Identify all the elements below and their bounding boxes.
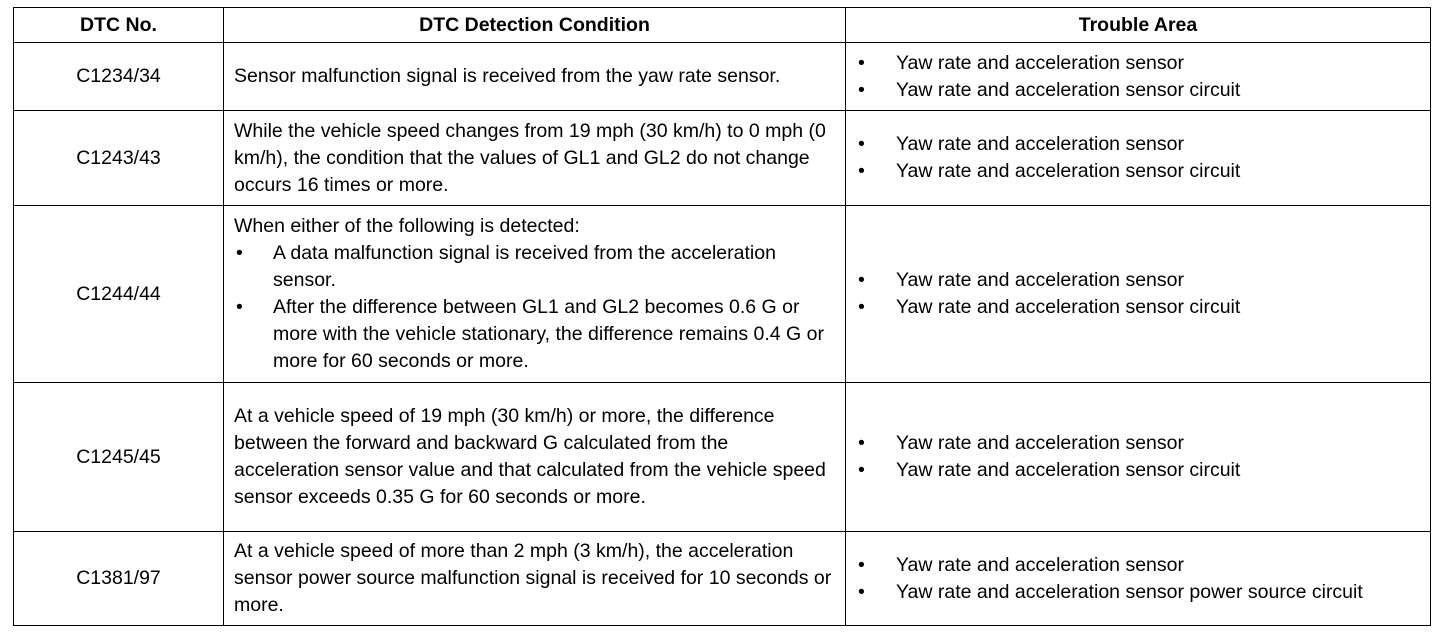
bullet-icon: •	[858, 160, 865, 182]
trouble-area-text: Yaw rate and acceleration sensor circuit	[896, 78, 1241, 101]
header-row	[14, 8, 1431, 43]
trouble-area	[846, 206, 1431, 383]
header-trouble-area: Trouble Area	[846, 8, 1431, 43]
trouble-area-text: Yaw rate and acceleration sensor	[896, 553, 1184, 576]
trouble-area-text: Yaw rate and acceleration sensor	[896, 133, 1184, 155]
dtc-number: C1381/97	[14, 532, 224, 626]
trouble-area-item	[855, 430, 1420, 457]
detection-condition	[224, 43, 846, 111]
table-row	[14, 383, 1431, 532]
dtc-number: C1244/44	[14, 206, 224, 383]
trouble-area-text: Yaw rate and acceleration sensor	[896, 269, 1184, 291]
table-body	[14, 43, 1431, 626]
table-row	[14, 43, 1431, 111]
trouble-area	[846, 111, 1431, 206]
table-row	[14, 532, 1431, 626]
condition-text: At a vehicle speed of 19 mph (30 km/h) or more, the difference between the forward and backward G calculated from the acceleration sensor value and that calculated from the vehicle speed sensor exceeds 0.35 G for 60 seconds or more.	[234, 405, 826, 508]
trouble-area-item	[855, 267, 1420, 294]
trouble-area-text: Yaw rate and acceleration sensor power source circuit	[896, 580, 1363, 603]
trouble-area-item	[855, 294, 1420, 321]
trouble-area-item	[855, 131, 1420, 158]
condition-text: While the vehicle speed changes from 19 mph (30 km/h) to 0 mph (0 km/h), the condition that the values of GL1 and GL2 do not change occurs 16 times or more.	[234, 119, 826, 196]
bullet-icon: •	[858, 580, 865, 603]
trouble-area-text: Yaw rate and acceleration sensor circuit	[896, 296, 1241, 318]
trouble-area-list	[855, 552, 1420, 606]
bullet-icon: •	[858, 133, 865, 155]
trouble-area-list	[855, 131, 1420, 185]
table-header	[14, 8, 1431, 43]
trouble-area	[846, 383, 1431, 532]
dtc-number: C1234/34	[14, 43, 224, 111]
dtc-number: C1243/43	[14, 111, 224, 206]
bullet-icon: •	[858, 459, 865, 481]
trouble-area	[846, 532, 1431, 626]
condition-item	[234, 294, 835, 375]
condition-item-text: After the difference between GL1 and GL2 becomes 0.6 G or more with the vehicle stationary, the difference remains 0.4 G or more for 60 seconds or more.	[273, 296, 824, 372]
table-row	[14, 111, 1431, 206]
trouble-area-list	[855, 50, 1420, 104]
trouble-area	[846, 43, 1431, 111]
trouble-area-text: Yaw rate and acceleration sensor	[896, 432, 1184, 454]
trouble-area-text: Yaw rate and acceleration sensor	[896, 51, 1184, 74]
bullet-icon: •	[236, 296, 243, 318]
bullet-icon: •	[858, 296, 865, 318]
trouble-area-text: Yaw rate and acceleration sensor circuit	[896, 459, 1241, 481]
table-row	[14, 206, 1431, 383]
bullet-icon: •	[236, 242, 243, 264]
trouble-area-item	[855, 77, 1420, 104]
bullet-icon: •	[858, 269, 865, 291]
dtc-number: C1245/45	[14, 383, 224, 532]
detection-condition	[224, 383, 846, 532]
trouble-area-item	[855, 579, 1420, 606]
trouble-area-item	[855, 158, 1420, 185]
trouble-area-list	[855, 267, 1420, 321]
condition-text: At a vehicle speed of more than 2 mph (3 km/h), the acceleration sensor power source malfunction signal is received for 10 seconds or more.	[234, 540, 832, 616]
bullet-icon: •	[858, 51, 865, 74]
detection-condition	[224, 532, 846, 626]
detection-condition	[224, 206, 846, 383]
header-dtc-no: DTC No.	[14, 8, 224, 43]
trouble-area-item	[855, 552, 1420, 579]
bullet-icon: •	[858, 432, 865, 454]
condition-list	[234, 240, 835, 375]
condition-item-text: A data malfunction signal is received from the acceleration sensor.	[273, 242, 776, 291]
condition-text: Sensor malfunction signal is received from the yaw rate sensor.	[234, 65, 781, 87]
trouble-area-list	[855, 430, 1420, 484]
bullet-icon: •	[858, 78, 865, 101]
condition-intro: When either of the following is detected:	[234, 215, 580, 237]
trouble-area-item	[855, 50, 1420, 77]
trouble-area-item	[855, 457, 1420, 484]
header-detection-condition: DTC Detection Condition	[224, 8, 846, 43]
bullet-icon: •	[858, 553, 865, 576]
condition-item	[234, 240, 835, 294]
dtc-table	[13, 7, 1431, 626]
detection-condition	[224, 111, 846, 206]
trouble-area-text: Yaw rate and acceleration sensor circuit	[896, 160, 1241, 182]
